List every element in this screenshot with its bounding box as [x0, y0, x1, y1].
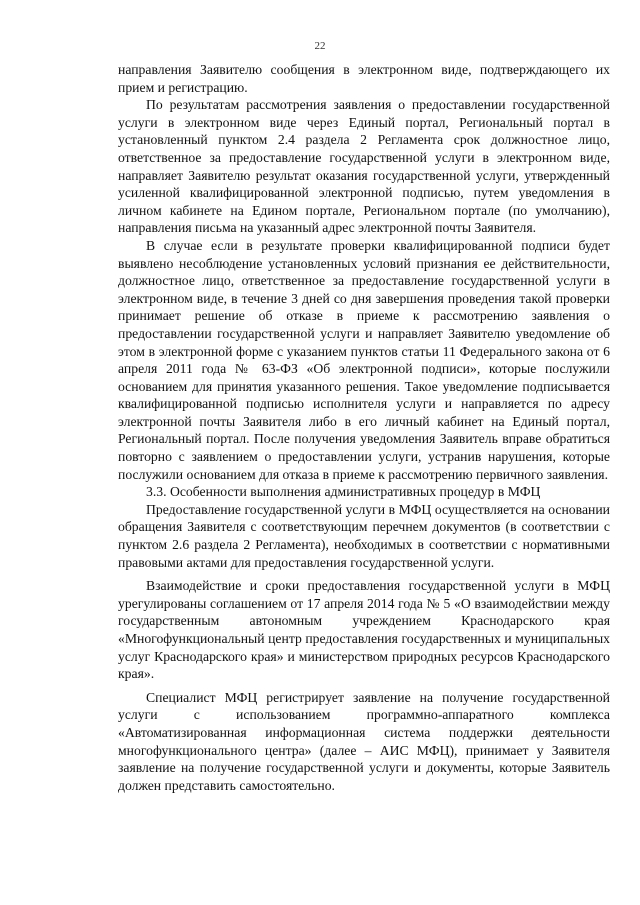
document-body — [118, 61, 610, 794]
paragraph: В случае если в результате проверки квалифицированной подписи будет выявлено несоблюдение установленных условий признания ее действительности, должностное лицо, ответственное за предоставление государственной услуги в электронном виде, в течение 3 дней со дня завершения проведения такой проверки принимает решение об отказе в приеме к рассмотрению заявления о предоставлении государственной услуги и направляет Заявителю уведомление об этом в электронной форме с указанием пунктов статьи 11 Федерального закона от 6 апреля 2011 года № 63-ФЗ «Об электронной подписи», которые послужили основанием для принятия указанного решения. Такое уведомление подписывается квалифицированной подписью исполнителя услуги и направляется по адресу электронной почты Заявителя либо в его личный кабинет на Единый портал, Региональный портал. После получения уведомления Заявитель вправе обратиться повторно с заявлением о предоставлении услуги, устранив нарушения, которые послужили основанием для отказа в приеме к рассмотрению первичного заявления. — [118, 237, 610, 482]
section-heading: 3.3. Особенности выполнения административных процедур в МФЦ — [146, 484, 541, 500]
paragraph: По результатам рассмотрения заявления о предоставлении государственной услуги в электронном виде через Единый портал, Региональный портал в установленный пунктом 2.4 раздела 2 Регламента срок должностное лицо, ответственное за предоставление государственной услуги в электронном виде, направляет Заявителю результат оказания государственной услуги, утвержденный усиленной квалифицированной электронной подписью, путем уведомления в личном кабинете на Едином портале, Региональном портале (по умолчанию), направления письма на указанный адрес электронной почты Заявителя. — [118, 97, 610, 236]
paragraph: направления Заявителю сообщения в электронном виде, подтверждающего их прием и регистрацию. — [118, 62, 610, 95]
page-number: 22 — [314, 40, 326, 52]
paragraph: Взаимодействие и сроки предоставления государственной услуги в МФЦ урегулированы соглашением от 17 апреля 2014 года № 5 «О взаимодействии между государственным автономным учреждением Краснодарского края «Многофункциональный центр предоставления государственных и муниципальных услуг Краснодарского края» и министерством природных ресурсов Краснодарского края». — [118, 578, 610, 682]
paragraph: Специалист МФЦ регистрирует заявление на получение государственной услуги с использованием программно-аппаратного комплекса «Автоматизированная информационная система поддержки деятельности многофункционального центра» (далее – АИС МФЦ), принимает у Заявителя заявление на получение государственной услуги и документы, которые Заявитель должен представить самостоятельно. — [118, 689, 610, 793]
paragraph: Предоставление государственной услуги в МФЦ осуществляется на основании обращения Заявителя с соответствующим перечнем документов (в соответствии с пунктом 2.6 раздела 2 Регламента), необходимых в соответствии с нормативными правовыми актами для предоставления государственной услуги. — [118, 501, 610, 570]
